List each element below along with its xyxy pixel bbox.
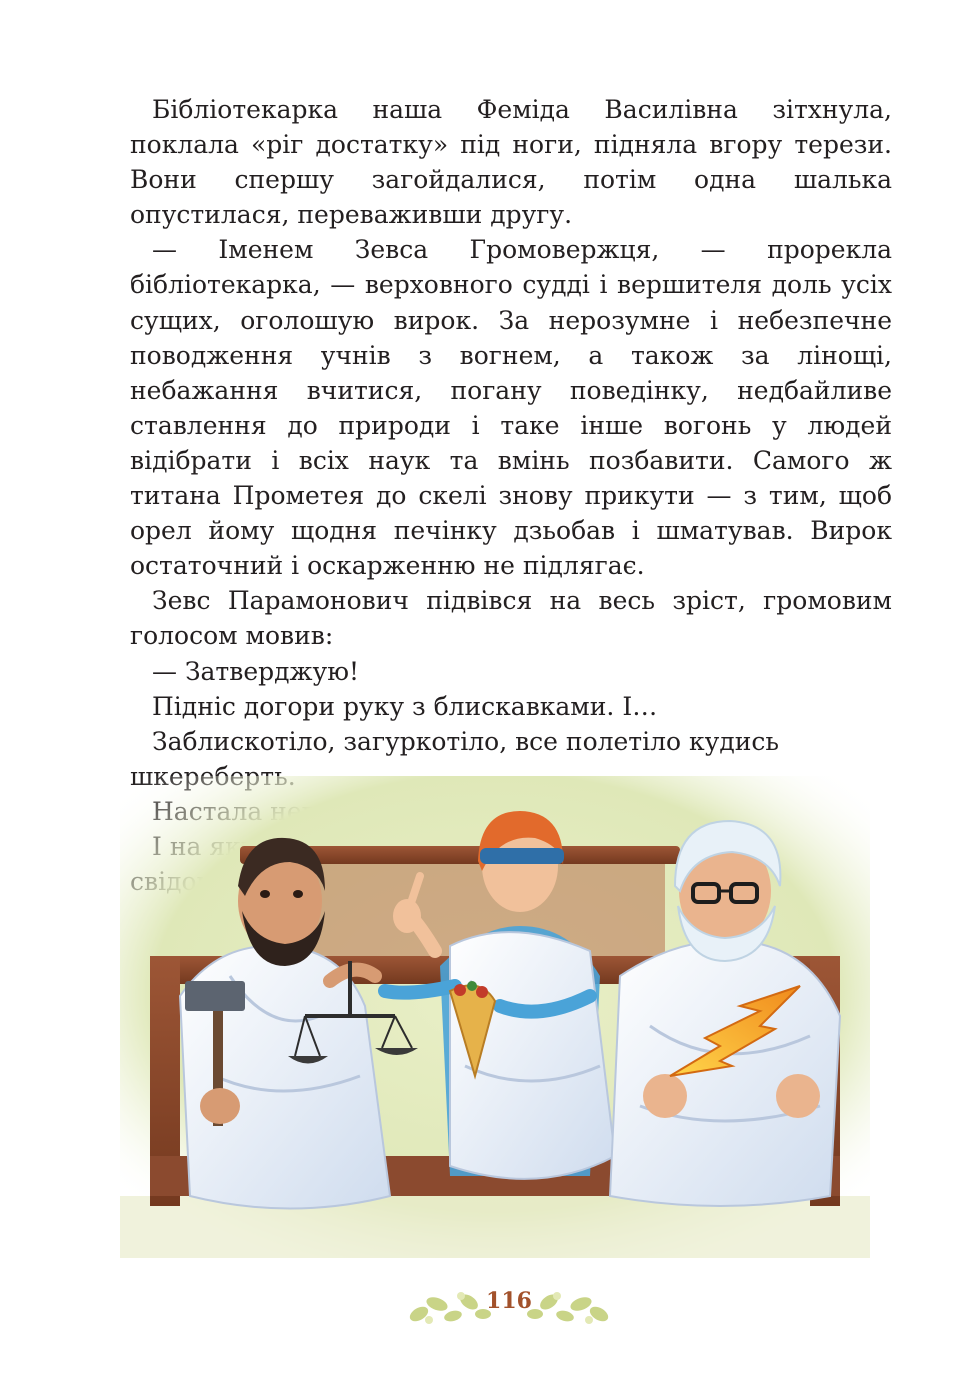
paragraph: — Іменем Зевса Громовержця, — прорекла бібліотекарка, — верховного судді і вершителя доль усіх сущих, оголошую вирок. За нерозумне і небезпечне поводження учнів з вогнем, а також за лінощі, небажання вчитися, погану поведінку, недбайливе ставлення до природи і таке інше вогонь у людей відібрати і всіх наук та вмінь позбавити. Самого ж титана Прометея до скелі знову прикути — з тим, щоб орел йому щодня печінку дзьобав і шматував. Вирок остаточний і оскарженню не підлягає. [130,235,892,581]
paragraph: Заблискотіло, загуркотіло, все полетіло кудись [152,726,780,756]
paragraph: — Затверджую! [152,656,360,686]
page-number: 116 [486,1288,532,1314]
illustration [120,776,870,1258]
page-footer [405,1284,613,1328]
paragraph: Зевс Парамонович підвівся на весь зріст, громовим голосом мовив: [130,586,892,651]
blindfold-icon [480,848,564,864]
paragraph: Підніс догори руку з блискавками. І… [152,691,658,721]
paragraph: Бібліотекарка наша Феміда Василівна зітхнула, поклала «ріг достатку» під ноги, підняла вгору терези. Вони спершу загойдалися, потім одна шалька опустилася, переваживши другу. [130,95,892,230]
